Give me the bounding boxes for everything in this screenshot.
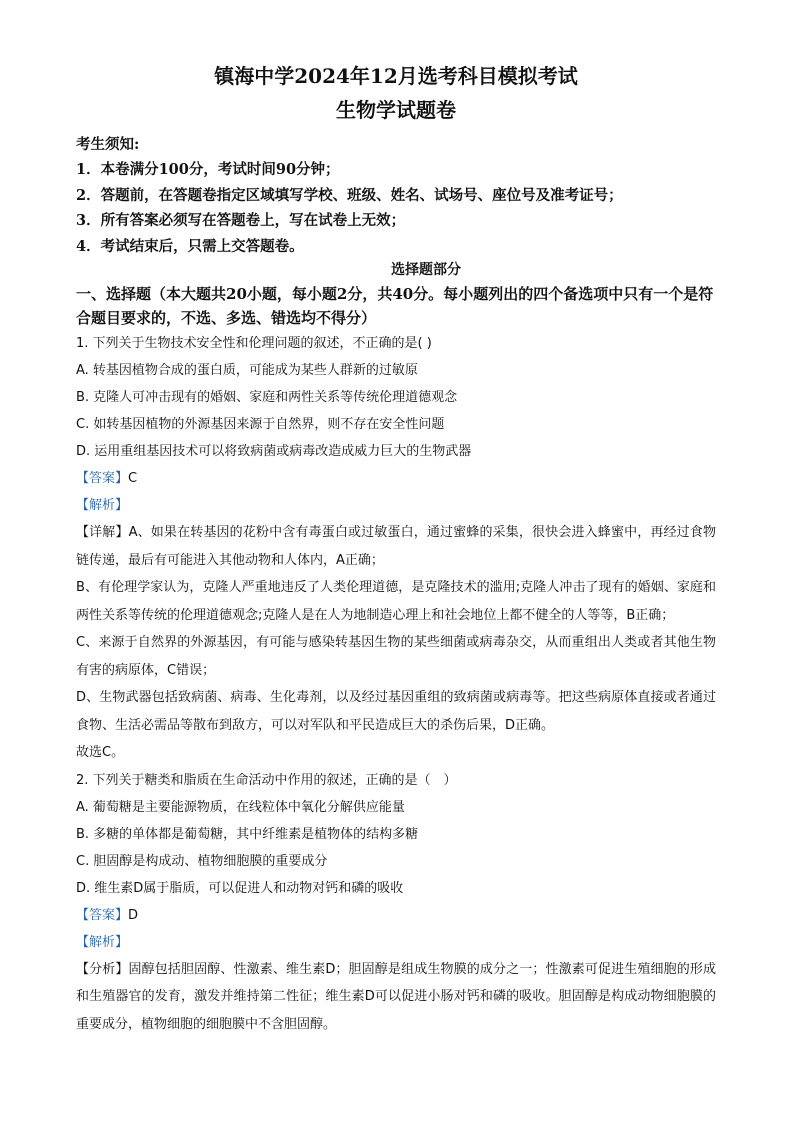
answer-value: C	[128, 471, 138, 486]
notice-item: 1．本卷满分100分，考试时间90分钟；	[76, 161, 340, 178]
option-d: D. 维生素D属于脂质，可以促进人和动物对钙和磷的吸收	[76, 880, 404, 896]
question-1	[76, 330, 716, 767]
option-c: C. 胆固醇是构成动、植物细胞膜的重要成分	[76, 853, 328, 869]
detail-b: B、有伦理学家认为，克隆人严重地违反了人类伦理道德，是克隆技术的滥用;克隆人冲击了现有的婚姻、家庭和两性关系等传统的伦理道德观念;克隆人是在人为地制造心理上和社会地位上都不健全的人等等，B正确；	[76, 580, 716, 623]
section-title: 选择题部分	[391, 262, 461, 278]
detail-tag: 【详解】	[76, 525, 129, 540]
answer-tag: 【答案】	[76, 471, 129, 486]
fenxi-text: 固醇包括胆固醇、性激素、维生素D；胆固醇是组成生物膜的成分之一；性激素可促进生殖细胞的形成和生殖器官的发育，激发并维持第二性征；维生素D可以促进小肠对钙和磷的吸收。胆固醇是构成动物细胞膜的重要成分，植物细胞的细胞膜中不含胆固醇。	[76, 961, 716, 1032]
question-2	[76, 767, 716, 1039]
exam-subtitle: 生物学试题卷	[336, 98, 456, 122]
section-heading: 一、选择题（本大题共20小题，每小题2分，共40分。每小题列出的四个备选项中只有一个是符合题目要求的，不选、多选、错选均不得分）	[76, 285, 714, 327]
answer-tag: 【答案】	[76, 907, 129, 923]
option-b: B. 多糖的单体都是葡萄糖，其中纤维素是植物体的结构多糖	[76, 826, 419, 842]
detail-a-text: A、如果在转基因的花粉中含有毒蛋白或过敏蛋白，通过蜜蜂的采集，很快会进入蜂蜜中，再经过食物链传递，最后有可能进入其他动物和人体内，A正确；	[76, 525, 716, 568]
option-a: A. 葡萄糖是主要能源物质，在线粒体中氧化分解供应能量	[76, 799, 405, 815]
detail-d: D、生物武器包括致病菌、病毒、生化毒剂，以及经过基因重组的致病菌或病毒等。把这些病原体直接或者通过食物、生活必需品等散布到敌方，可以对军队和平民造成巨大的杀伤后果，D正确。	[76, 690, 716, 733]
option-c: C. 如转基因植物的外源基因来源于自然界，则不存在安全性问题	[76, 417, 445, 432]
question-stem: 1. 下列关于生物技术安全性和伦理问题的叙述，不正确的是( )	[76, 336, 432, 351]
analysis-tag: 【解析】	[76, 498, 129, 513]
notice-block	[76, 132, 716, 259]
analysis-tag: 【解析】	[76, 934, 129, 950]
option-a: A. 转基因植物合成的蛋白质，可能成为某些人群新的过敏原	[76, 363, 418, 378]
fenxi	[76, 956, 716, 1039]
detail-a	[76, 519, 716, 574]
option-d: D. 运用重组基因技术可以将致病菌或病毒改造成威力巨大的生物武器	[76, 444, 472, 459]
notice-heading: 考生须知:	[76, 136, 140, 153]
answer-line	[76, 902, 716, 929]
option-b: B. 克隆人可冲击现有的婚姻、家庭和两性关系等传统伦理道德观念	[76, 390, 458, 405]
exam-title: 镇海中学2024年12月选考科目模拟考试	[214, 64, 578, 88]
fenxi-tag: 【分析】	[76, 961, 129, 977]
answer-line	[76, 465, 716, 492]
notice-item: 3．所有答案必须写在答题卷上，写在试卷上无效；	[76, 212, 406, 229]
answer-value: D	[128, 907, 139, 923]
notice-item: 4．考试结束后，只需上交答题卷。	[76, 237, 304, 255]
notice-item: 2．答题前，在答题卷指定区域填写学校、班级、姓名、试场号、座位号及准考证号；	[76, 186, 623, 204]
detail-c: C、来源于自然界的外源基因，有可能与感染转基因生物的某些细菌或病毒杂交，从而重组出人类或者其他生物有害的病原体，C错误；	[76, 635, 716, 678]
question-stem: 2. 下列关于糖类和脂质在生命活动中作用的叙述，正确的是（ ）	[76, 772, 457, 788]
conclusion: 故选C。	[76, 745, 125, 760]
